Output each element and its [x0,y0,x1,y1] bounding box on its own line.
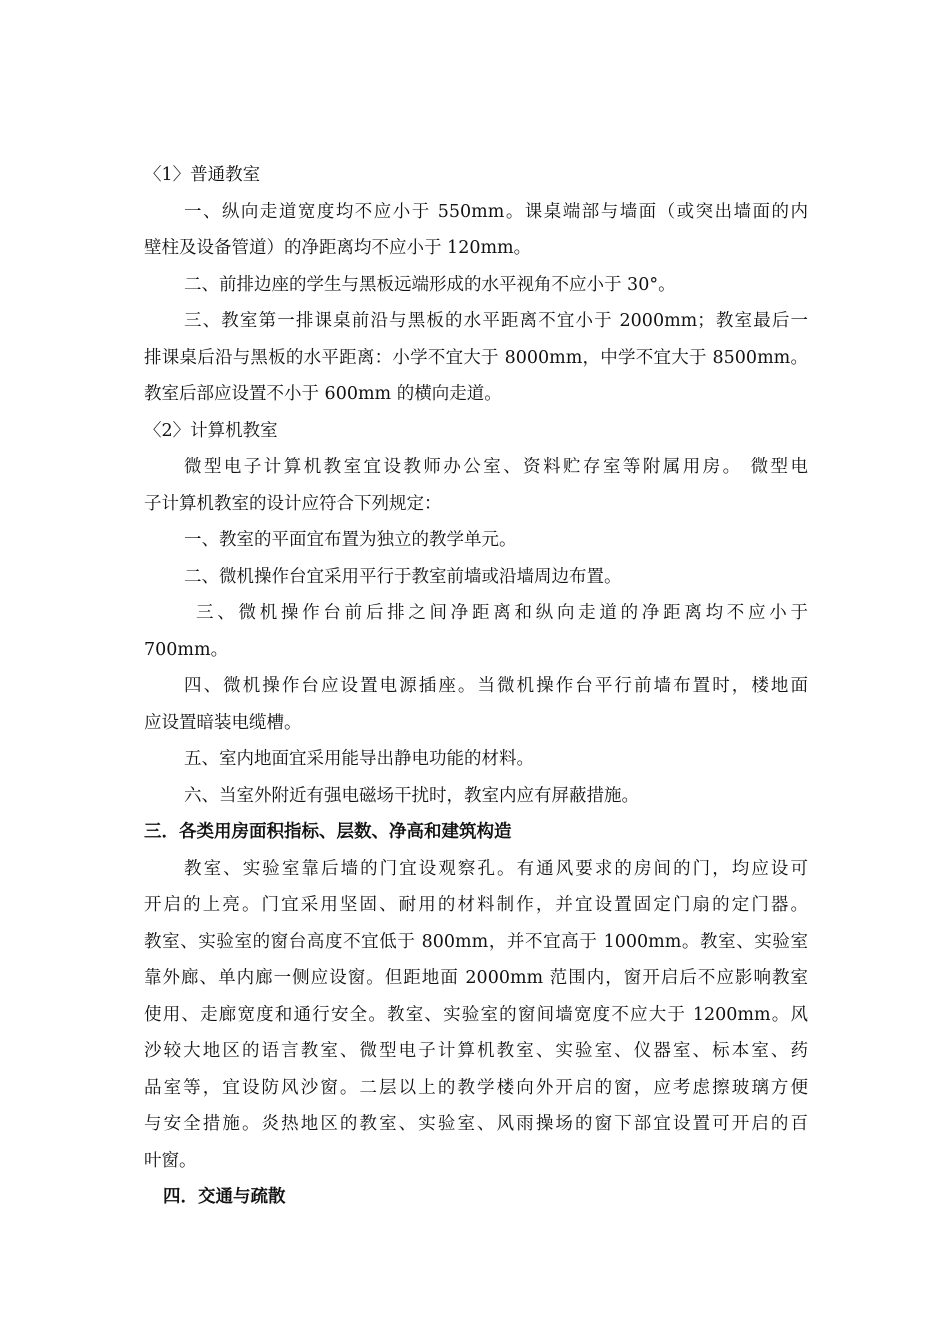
paragraph-line: 微型电子计算机教室宜设教师办公室、资料贮存室等附属用房。 微型电 [184,457,808,477]
paragraph-line: 教室后部应设置不小于 600mm 的横向走道。 [144,384,502,404]
paragraph-line: 排课桌后沿与黑板的水平距离：小学不宜大于 8000mm，中学不宜大于 8500mm。 [144,347,808,368]
paragraph-line: 与安全措施。炎热地区的教室、实验室、风雨操场的窗下部宜设置可开启的百 [144,1114,808,1134]
paragraph-line: 六、当室外附近有强电磁场干扰时，教室内应有屏蔽措施。 [184,785,639,806]
paragraph-line: 三、微机操作台前后排之间净距离和纵向走道的净距离均不应小于 [196,603,808,623]
paragraph-line: 二、微机操作台宜采用平行于教室前墙或沿墙周边布置。 [184,566,622,587]
paragraph-line: 700mm。 [144,639,229,660]
paragraph-line: 四、微机操作台应设置电源插座。当微机操作台平行前墙布置时，楼地面 [184,676,808,696]
paragraph-line: 二、前排边座的学生与黑板远端形成的水平视角不应小于 30°。 [184,274,676,295]
paragraph-line: 子计算机教室的设计应符合下列规定： [144,493,442,514]
paragraph-line: 五、室内地面宜采用能导出静电功能的材料。 [184,749,534,769]
paragraph-line: 应设置暗装电缆槽。 [144,712,302,733]
paragraph-line: 教室、实验室靠后墙的门宜设观察孔。有通风要求的房间的门，均应设可 [184,858,808,879]
document-body [144,157,808,1216]
paragraph-line: 三、教室第一排课桌前沿与黑板的水平距离不宜小于 2000mm；教室最后一 [184,311,808,331]
section-heading-ordinary-classroom: 〈1〉普通教室 [144,165,261,185]
paragraph-line: 壁柱及设备管道）的净距离均不应小于 120mm。 [144,238,532,258]
paragraph-line: 开启的上亮。门宜采用坚固、耐用的材料制作，并宜设置固定门扇的定门器。 [144,895,808,915]
paragraph-line: 使用、走廊宽度和通行安全。教室、实验室的窗间墙宽度不应大于 1200mm。风 [144,1004,808,1025]
paragraph-line: 品室等，宜设防风沙窗。二层以上的教学楼向外开启的窗，应考虑擦玻璃方便 [144,1077,808,1098]
paragraph-line: 一、教室的平面宜布置为独立的教学单元。 [184,530,517,550]
section-heading-room-indicators: 三．各类用房面积指标、层数、净高和建筑构造 [144,822,512,842]
paragraph-line: 沙较大地区的语言教室、微型电子计算机教室、实验室、仪器室、标本室、药 [144,1041,808,1061]
paragraph-line: 靠外廊、单内廊一侧应设窗。但距地面 2000mm 范围内，窗开启后不应影响教室 [144,968,808,988]
paragraph-line: 叶窗。 [144,1150,197,1171]
paragraph-line: 一、纵向走道宽度均不应小于 550mm。课桌端部与墙面（或突出墙面的内 [184,201,808,222]
section-heading-computer-classroom: 〈2〉计算机教室 [144,420,278,441]
paragraph-line: 教室、实验室的窗台高度不宜低于 800mm，并不宜高于 1000mm。教室、实验室 [144,931,808,952]
section-heading-traffic-evacuation: 四．交通与疏散 [163,1187,286,1207]
